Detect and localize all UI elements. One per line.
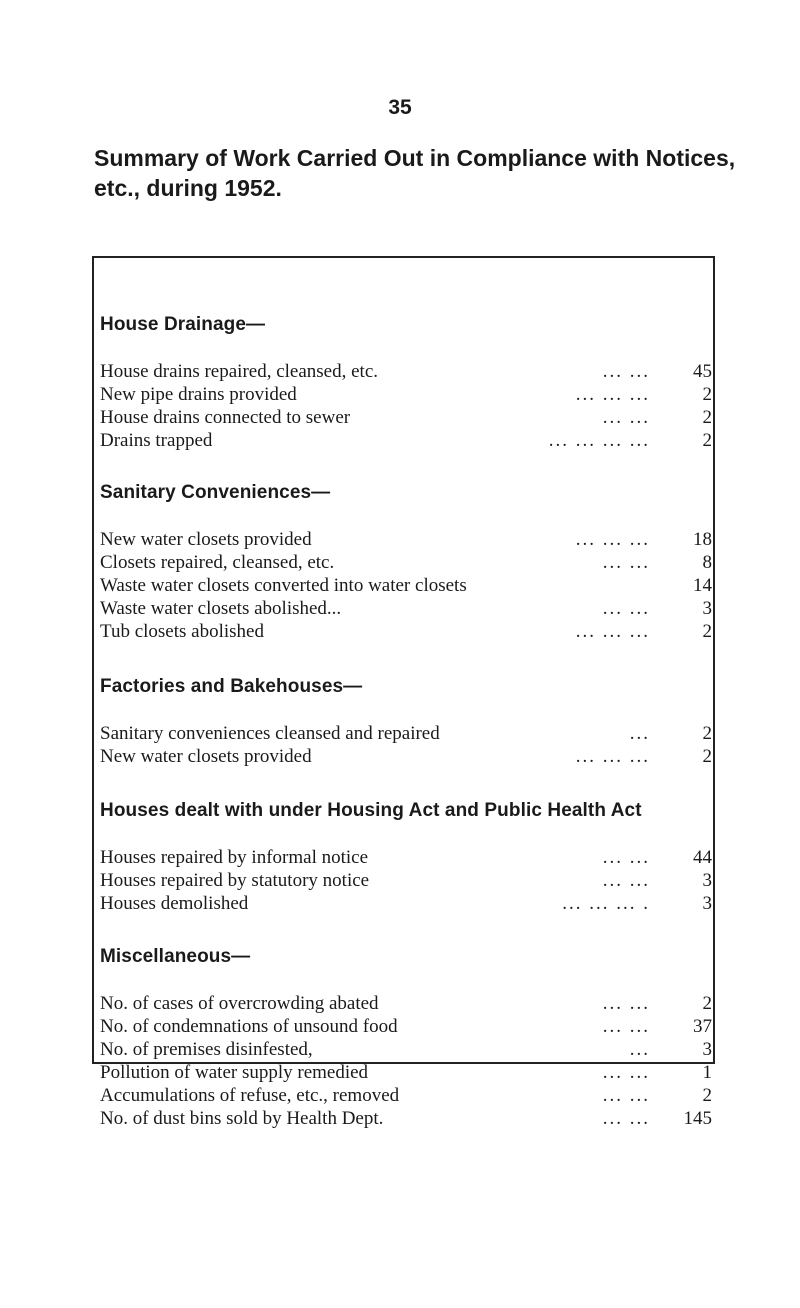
row-value: 3: [702, 1039, 712, 1060]
row-value: 2: [702, 407, 712, 428]
section-sanitary-conveniences: [100, 482, 712, 643]
row-value: 8: [702, 552, 712, 573]
table-row: [100, 846, 712, 869]
dot-leader: ... ... ... .: [562, 893, 650, 914]
row-label: New pipe drains provided: [100, 384, 297, 405]
row-label: Houses repaired by statutory notice: [100, 870, 370, 891]
row-label: No. of dust bins sold by Health Dept.: [100, 1108, 384, 1129]
row-label: Sanitary conveniences cleansed and repaired: [100, 723, 440, 744]
table-row: [100, 892, 712, 915]
table-row: [100, 1107, 712, 1130]
dot-leader: ... ...: [602, 993, 650, 1014]
row-value: 1: [702, 1062, 712, 1083]
table-row: [100, 1061, 712, 1084]
dot-leader: ... ...: [602, 847, 650, 868]
table-row: [100, 429, 712, 452]
table-row: [100, 992, 712, 1015]
section-housing-public-health: [100, 800, 712, 915]
row-value: 2: [702, 723, 712, 744]
table-row: [100, 406, 712, 429]
section-heading: Sanitary Conveniences—: [100, 482, 331, 503]
table-row: [100, 869, 712, 892]
table-row: [100, 1038, 712, 1061]
page-title: Summary of Work Carried Out in Compliance with Notices, etc., during 1952.: [94, 145, 736, 201]
row-value: 145: [683, 1108, 712, 1129]
dot-leader: ... ...: [602, 407, 650, 428]
row-value: 37: [693, 1016, 712, 1037]
table-row: [100, 574, 712, 597]
dot-leader: ...: [629, 723, 650, 744]
dot-leader: ... ... ... ...: [548, 430, 650, 451]
row-value: 2: [702, 621, 712, 642]
dot-leader: ... ...: [602, 1108, 650, 1129]
row-label: Accumulations of refuse, etc., removed: [100, 1085, 400, 1106]
row-label: Waste water closets abolished...: [100, 598, 342, 619]
row-label: Drains trapped: [100, 430, 213, 451]
dot-leader: ... ...: [602, 870, 650, 891]
row-label: Houses repaired by informal notice: [100, 847, 369, 868]
dot-leader: ... ...: [602, 552, 650, 573]
dot-leader: ... ... ...: [575, 746, 650, 767]
row-label: Closets repaired, cleansed, etc.: [100, 552, 335, 573]
row-label: New water closets provided: [100, 529, 312, 550]
row-value: 2: [702, 1085, 712, 1106]
section-heading: Miscellaneous—: [100, 946, 251, 967]
dot-leader: ... ...: [602, 1016, 650, 1037]
row-value: 3: [702, 598, 712, 619]
row-label: New water closets provided: [100, 746, 312, 767]
row-label: House drains connected to sewer: [100, 407, 351, 428]
dot-leader: ... ...: [602, 1085, 650, 1106]
section-heading: Houses dealt with under Housing Act and Public Health Act: [100, 800, 642, 821]
dot-leader: ... ...: [602, 361, 650, 382]
dot-leader: ... ... ...: [575, 621, 650, 642]
table-row: [100, 722, 712, 745]
row-value: 2: [702, 430, 712, 451]
row-value: 2: [702, 746, 712, 767]
dot-leader: ... ... ...: [575, 384, 650, 405]
table-row: [100, 360, 712, 383]
row-label: Waste water closets converted into water closets: [100, 575, 467, 596]
page-number: 35: [388, 96, 412, 119]
section-heading: Factories and Bakehouses—: [100, 676, 363, 697]
table-row: [100, 551, 712, 574]
table-row: [100, 1015, 712, 1038]
section-heading: House Drainage—: [100, 314, 266, 335]
row-value: 2: [702, 384, 712, 405]
row-label: Houses demolished: [100, 893, 249, 914]
table-row: [100, 745, 712, 768]
table-row: [100, 1084, 712, 1107]
dot-leader: ... ...: [602, 1062, 650, 1083]
row-value: 3: [702, 870, 712, 891]
row-value: 3: [702, 893, 712, 914]
row-label: House drains repaired, cleansed, etc.: [100, 361, 379, 382]
dot-leader: ... ...: [602, 598, 650, 619]
row-value: 2: [702, 993, 712, 1014]
table-row: [100, 528, 712, 551]
row-value: 14: [693, 575, 712, 596]
row-value: 18: [693, 529, 712, 550]
section-house-drainage: [100, 314, 712, 452]
table-row: [100, 620, 712, 643]
row-value: 45: [693, 361, 712, 382]
row-label: No. of cases of overcrowding abated: [100, 993, 379, 1014]
row-label: Pollution of water supply remedied: [100, 1062, 369, 1083]
row-label: No. of premises disinfested,: [100, 1039, 313, 1060]
dot-leader: ...: [629, 1039, 650, 1060]
dot-leader: ... ... ...: [575, 529, 650, 550]
row-label: No. of condemnations of unsound food: [100, 1016, 398, 1037]
section-factories-bakehouses: [100, 676, 712, 768]
table-row: [100, 383, 712, 406]
section-miscellaneous: [100, 946, 712, 1130]
row-value: 44: [693, 847, 712, 868]
row-label: Tub closets abolished: [100, 621, 264, 642]
table-row: [100, 597, 712, 620]
